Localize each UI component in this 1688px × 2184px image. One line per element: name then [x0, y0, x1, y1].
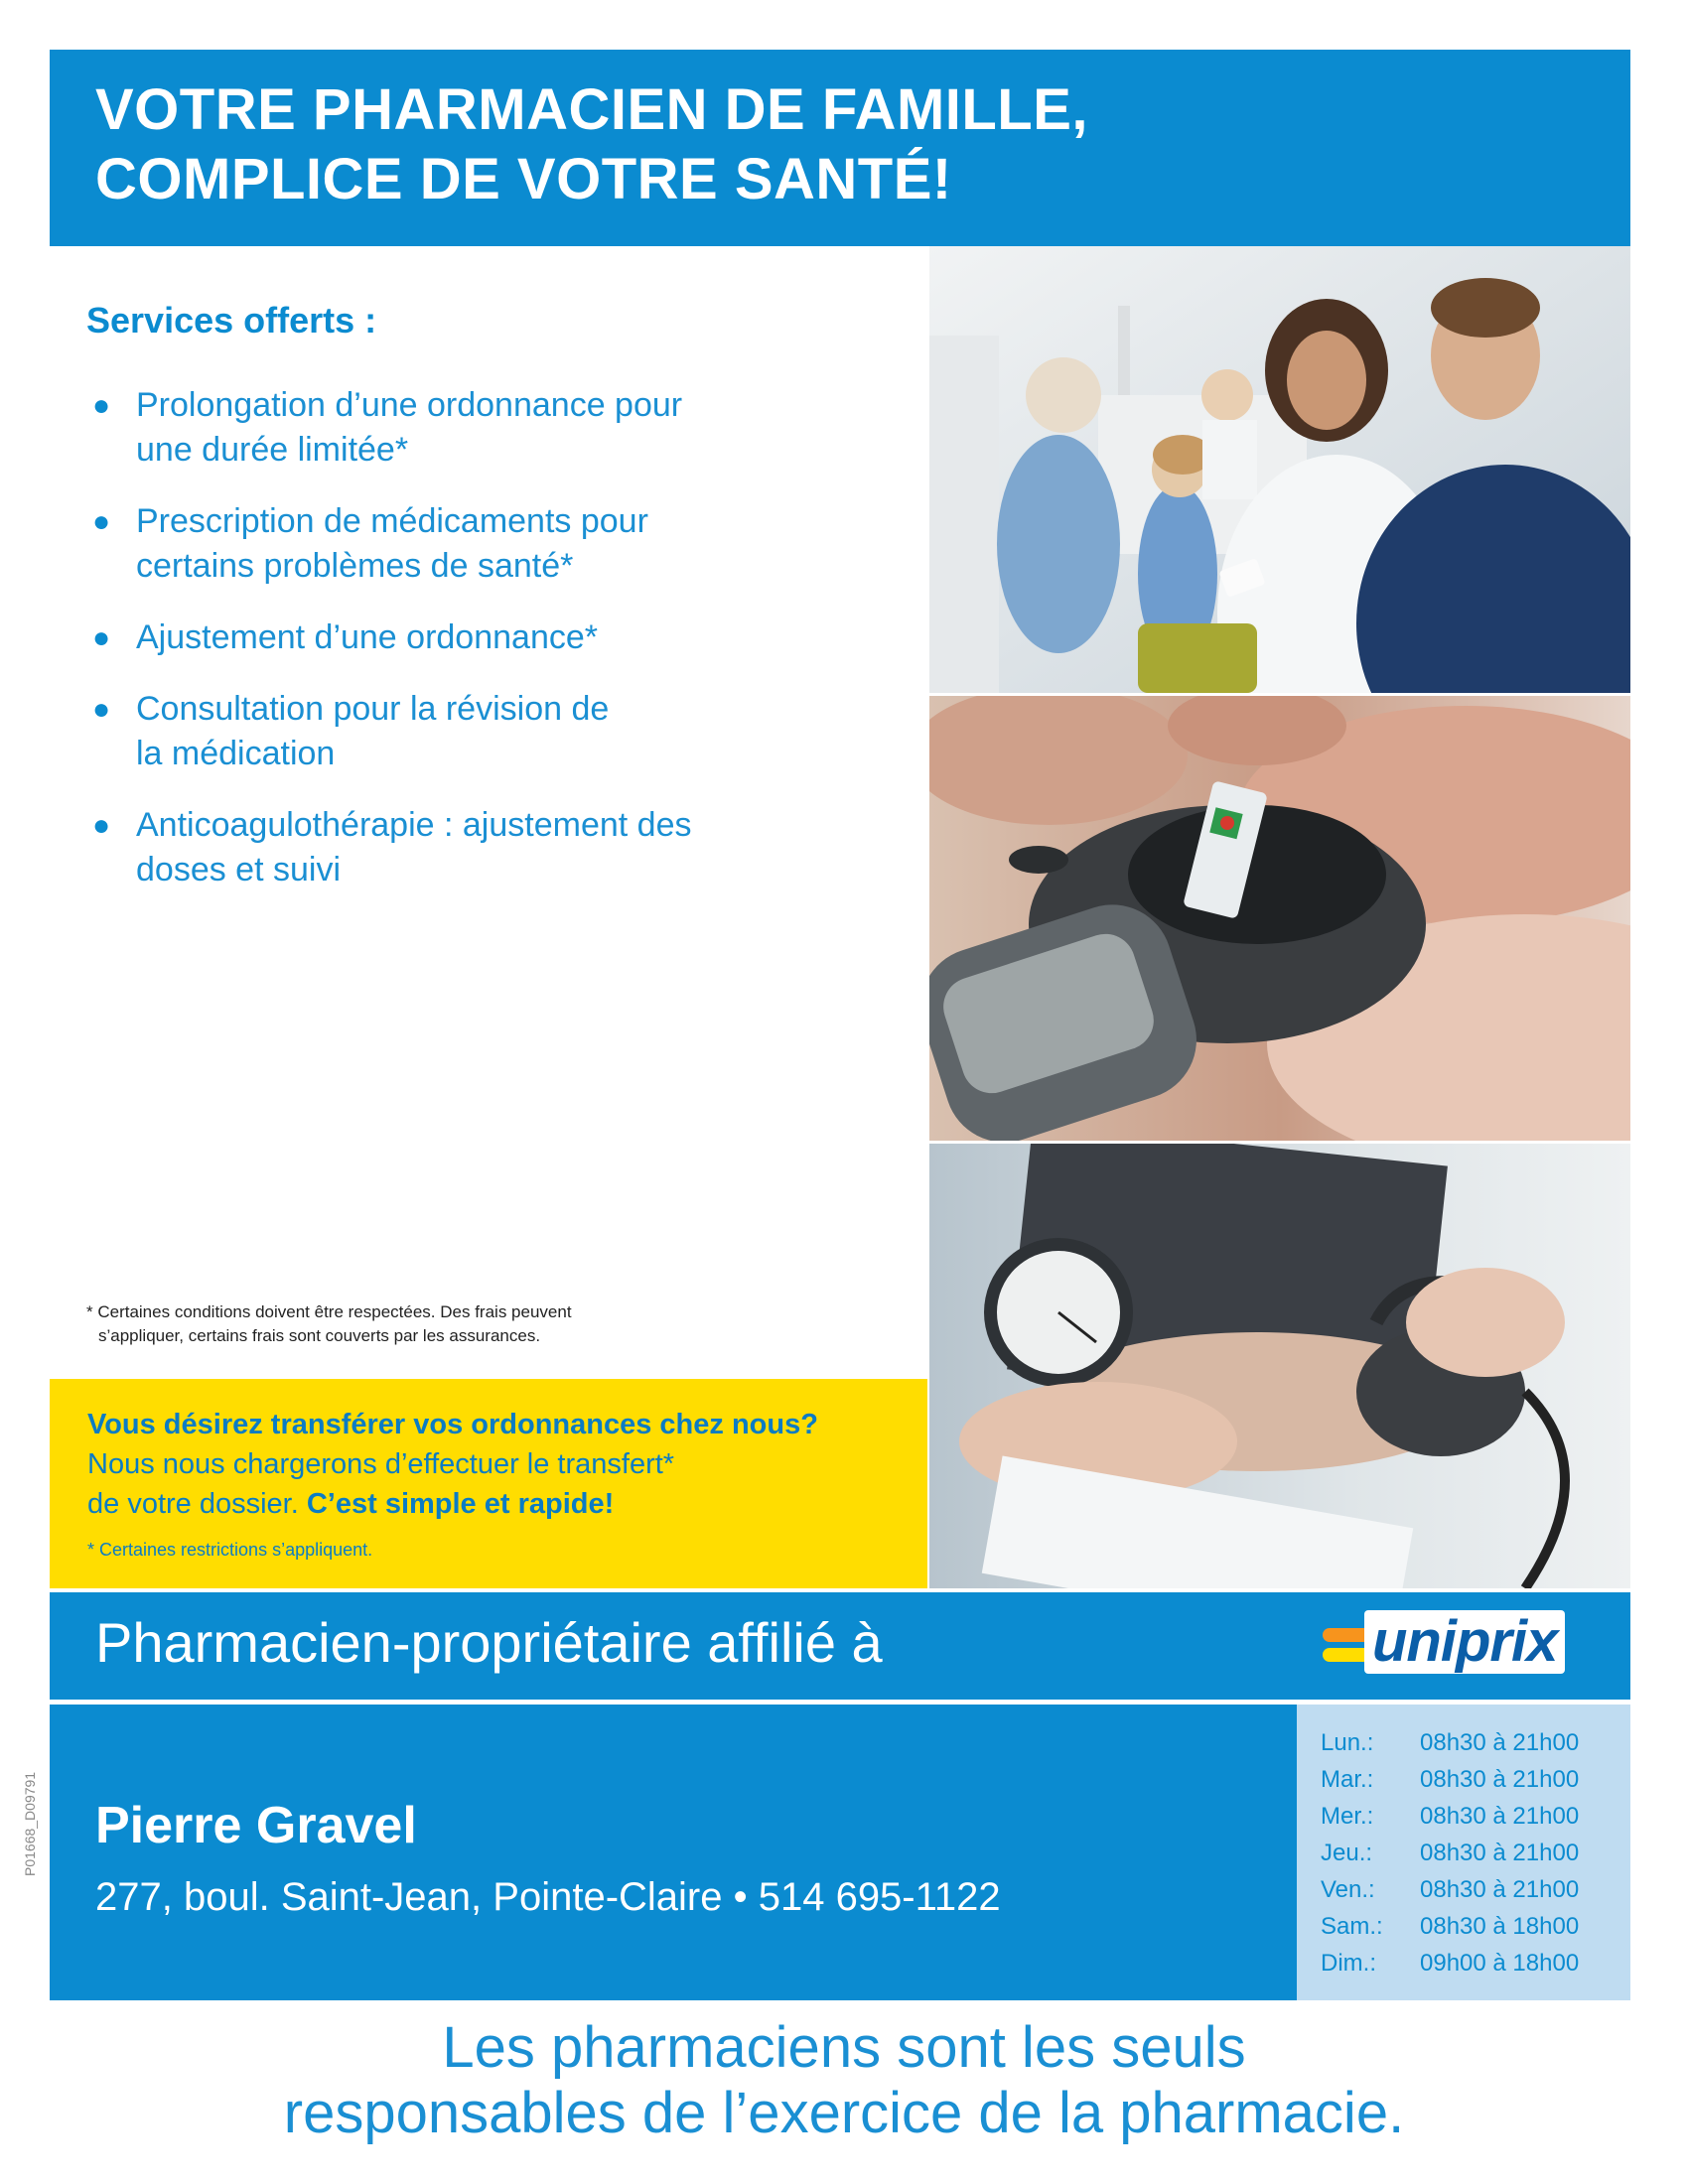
hours-day: Mer.:: [1321, 1802, 1374, 1830]
hours-time: 08h30 à 21h00: [1420, 1839, 1580, 1866]
hours-row: [1321, 1761, 1579, 1798]
affiliate-bar: [50, 1592, 1630, 1700]
hours-row: [1321, 1908, 1579, 1945]
hours-day: Ven.:: [1321, 1875, 1375, 1903]
services-list: [86, 383, 841, 919]
hours-day: Mar.:: [1321, 1765, 1374, 1793]
tagline: [0, 2015, 1688, 2146]
transfer-line-2: Nous nous chargerons d’effectuer le transfert*: [87, 1448, 675, 1480]
service-item: [86, 615, 841, 660]
hours-time: 08h30 à 21h00: [1420, 1765, 1580, 1793]
bullet-icon: ●: [92, 621, 111, 654]
services-heading: Services offerts :: [86, 300, 377, 341]
hours-time: 09h00 à 18h00: [1420, 1949, 1580, 1977]
title-line-2: COMPLICE DE VOTRE SANTÉ!: [95, 147, 952, 211]
services-footnote: [86, 1300, 722, 1348]
transfer-line-3-a: de votre dossier.: [87, 1488, 307, 1520]
photo-glucometer: [929, 696, 1630, 1141]
tagline-line-1: Les pharmaciens sont les seuls: [442, 2015, 1246, 2080]
hours-day: Dim.:: [1321, 1949, 1376, 1977]
tagline-line-2: responsables de l’exercice de la pharmacie.: [283, 2081, 1405, 2145]
service-item: [86, 803, 841, 892]
transfer-question: Vous désirez transférer vos ordonnances chez nous?: [87, 1409, 818, 1440]
logo-stripe-orange: [1323, 1628, 1366, 1642]
service-line: la médication: [136, 735, 336, 772]
bullet-icon: ●: [92, 809, 111, 842]
hours-row: [1321, 1724, 1579, 1761]
hours-row: [1321, 1835, 1579, 1871]
bullet-icon: ●: [92, 505, 111, 538]
header-banner: [50, 50, 1630, 246]
service-line: certains problèmes de santé*: [136, 547, 574, 585]
hours-day: Lun.:: [1321, 1728, 1374, 1756]
service-line: Prolongation d’une ordonnance pour: [136, 386, 683, 424]
logo-stripe-yellow: [1323, 1648, 1366, 1662]
service-item: [86, 499, 841, 589]
opening-hours-panel: [1297, 1705, 1630, 2000]
footnote-line-1: * Certaines conditions doivent être respectées. Des frais peuvent: [86, 1302, 572, 1321]
logo-wordmark: uniprix: [1364, 1610, 1565, 1674]
hours-day: Jeu.:: [1321, 1839, 1373, 1866]
bullet-icon: ●: [92, 693, 111, 726]
service-line: Ajustement d’une ordonnance*: [136, 618, 598, 656]
hours-row: [1321, 1798, 1579, 1835]
service-line: une durée limitée*: [136, 431, 409, 469]
hours-time: 08h30 à 21h00: [1420, 1802, 1580, 1830]
transfer-callout: [50, 1379, 927, 1588]
service-item: [86, 383, 841, 473]
hours-time: 08h30 à 21h00: [1420, 1875, 1580, 1903]
title-line-1: VOTRE PHARMACIEN DE FAMILLE,: [95, 77, 1089, 142]
service-line: Prescription de médicaments pour: [136, 502, 648, 540]
opening-hours-table: [1321, 1724, 1579, 1981]
page-title: [95, 75, 1088, 214]
transfer-note: * Certaines restrictions s’appliquent.: [87, 1540, 373, 1560]
owner-address: 277, boul. Saint-Jean, Pointe-Claire • 514 695-1122: [95, 1875, 1001, 1919]
document-code: P01668_D09791: [22, 1771, 38, 1876]
affiliate-text: Pharmacien-propriétaire affilié à: [95, 1611, 883, 1674]
hours-row: [1321, 1945, 1579, 1981]
service-line: Consultation pour la révision de: [136, 690, 610, 728]
owner-name: Pierre Gravel: [95, 1797, 417, 1854]
service-item: [86, 687, 841, 776]
bullet-icon: ●: [92, 389, 111, 422]
uniprix-logo: [1323, 1609, 1606, 1674]
footnote-line-2: s’appliquer, certains frais sont couverts par les assurances.: [98, 1326, 541, 1345]
hours-row: [1321, 1871, 1579, 1908]
transfer-line-3-b: C’est simple et rapide!: [306, 1488, 615, 1520]
service-line: Anticoagulothérapie : ajustement des: [136, 806, 692, 844]
hours-time: 08h30 à 18h00: [1420, 1912, 1580, 1940]
service-line: doses et suivi: [136, 851, 341, 888]
photo-blood-pressure: [929, 1144, 1630, 1588]
hours-day: Sam.:: [1321, 1912, 1383, 1940]
photo-pharmacist-consultation: [929, 246, 1630, 693]
owner-info-panel: [50, 1705, 1297, 2000]
hours-time: 08h30 à 21h00: [1420, 1728, 1580, 1756]
transfer-line-3: [87, 1488, 614, 1521]
